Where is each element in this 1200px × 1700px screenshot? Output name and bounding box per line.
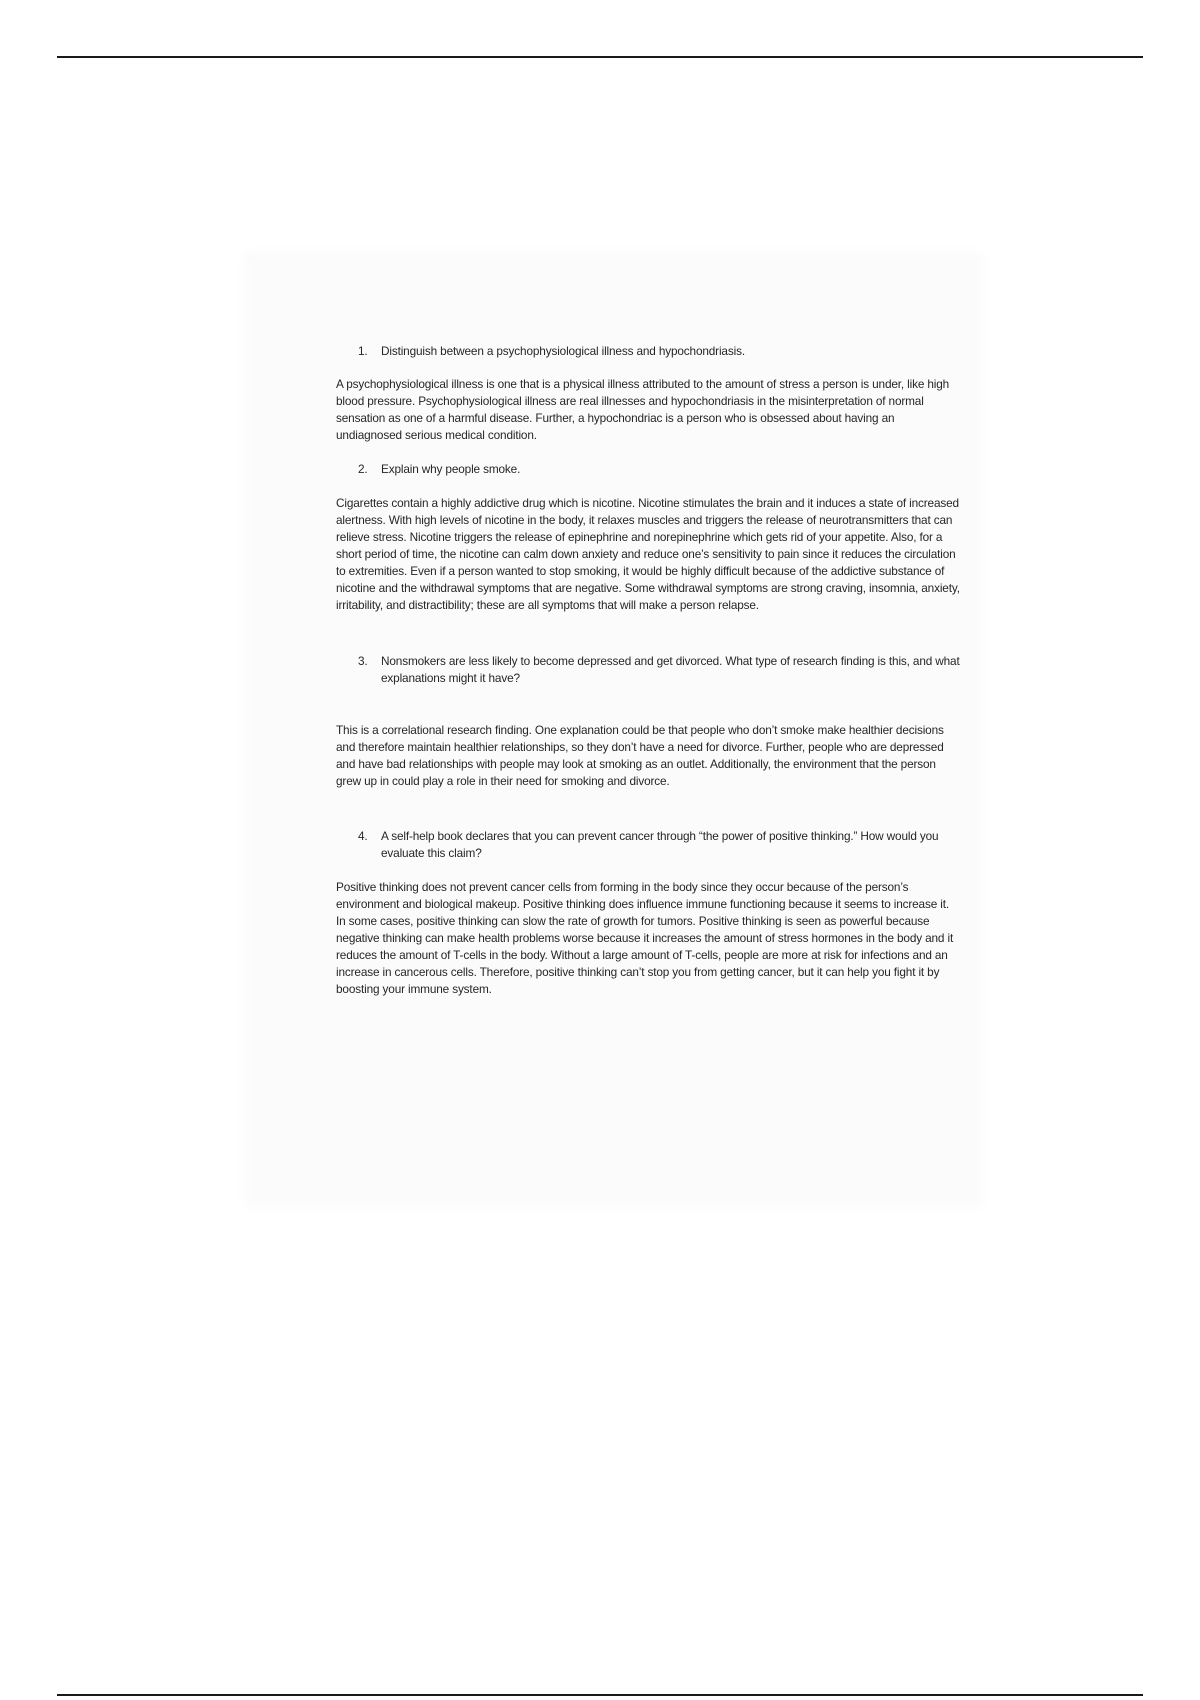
question-number: 3. <box>358 654 368 668</box>
question-1 <box>336 343 961 360</box>
question-number: 4. <box>358 829 368 843</box>
answer-2: Cigarettes contain a highly addictive drug which is nicotine. Nicotine stimulates the brain and it induces a state of increased alertness. With high levels of nicotine in the body, it relaxes muscles and triggers the release of neurotransmitters that can relieve stress. Nicotine triggers the release of epinephrine and norepinephrine which gets rid of your appetite. Also, for a short period of time, the nicotine can calm down anxiety and reduce one’s sensitivity to pain since it reduces the circulation to extremities. Even if a person wanted to stop smoking, it would be highly difficult because of the addictive substance of nicotine and the withdrawal symptoms that are negative. Some withdrawal symptoms are strong craving, insomnia, anxiety, irritability, and distractibility; these are all symptoms that will make a person relapse. <box>336 496 960 612</box>
question-text: Nonsmokers are less likely to become depressed and get divorced. What type of research finding is this, and what explanations might it have? <box>381 654 960 685</box>
question-text: Explain why people smoke. <box>381 462 521 476</box>
document-body <box>336 343 961 998</box>
question-text: Distinguish between a psychophysiological illness and hypochondriasis. <box>381 344 745 358</box>
question-text: A self-help book declares that you can prevent cancer through “the power of positive thinking.” How would you evaluate this claim? <box>381 829 939 860</box>
answer-4: Positive thinking does not prevent cancer cells from forming in the body since they occur because of the person’s environment and biological makeup. Positive thinking does influence immune functioning because it seems to increase it. In some cases, positive thinking can slow the rate of growth for tumors. Positive thinking is seen as powerful because negative thinking can make health problems worse because it increases the amount of stress hormones in the body and it reduces the amount of T-cells in the body. Without a large amount of T-cells, people are more at risk for infections and an increase in cancerous cells. Therefore, positive thinking can’t stop you from getting cancer, but it can help you fight it by boosting your immune system. <box>336 880 954 996</box>
answer-1: A psychophysiological illness is one that is a physical illness attributed to the amount of stress a person is under, like high blood pressure. Psychophysiological illness are real illnesses and hypochondriasis in the misinterpretation of normal sensation as one of a harmful disease. Further, a hypochondriac is a person who is obsessed about having an undiagnosed serious medical condition. <box>336 377 950 442</box>
question-2 <box>336 461 961 478</box>
answer-3: This is a correlational research finding. One explanation could be that people who don’t smoke make healthier decisions and therefore maintain healthier relationships, so they don’t have a need for divorce. Further, people who are depressed and have bad relationships with people may look at smoking as an outlet. Additionally, the environment that the person grew up in could play a role in their need for smoking and divorce. <box>336 723 944 788</box>
bottom-divider <box>57 1694 1143 1696</box>
question-number: 1. <box>358 344 368 358</box>
question-number: 2. <box>358 462 368 476</box>
question-3 <box>336 653 961 687</box>
question-4 <box>336 828 961 862</box>
top-divider <box>57 56 1143 58</box>
